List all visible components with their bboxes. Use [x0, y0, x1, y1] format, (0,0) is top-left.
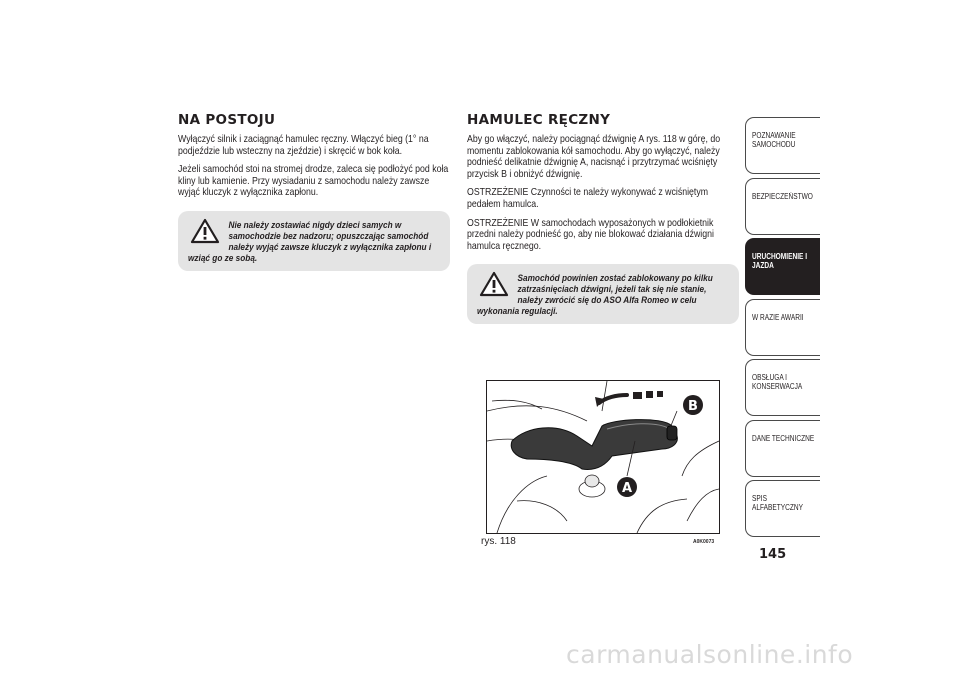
- warning-text-tail: wziąć go ze sobą.: [188, 251, 258, 263]
- tab-w-razie-awarii[interactable]: [745, 299, 820, 356]
- label-a: A: [621, 481, 633, 496]
- paragraph: OSTRZEŻENIE Czynności te należy wykonywać z wciśniętym pedałem hamulca.: [467, 187, 709, 210]
- section-heading-handbrake: HAMULEC RĘCZNY: [467, 112, 611, 128]
- tab-poznawanie-samochodu[interactable]: [745, 117, 820, 174]
- paragraph: Aby go włączyć, należy pociągnąć dźwignię A rys. 118 w górę, do momentu zablokowania kół samochodu. Aby go wyłączyć, należy podnieść delikatnie dźwignię A, nacisnąć i przytrzymać wciśnięty przycisk B i obniżyć dźwignię.: [467, 134, 721, 180]
- warning-text: Nie należy zostawiać nigdy dzieci samych w samochodzie bez nadzoru; opuszczając samochód należy wyjąć zawsze kluczyk z wyłącznika zapłonu i: [228, 218, 432, 252]
- watermark: carmanualsonline.info: [566, 640, 854, 669]
- paragraph: OSTRZEŻENIE W samochodach wyposażonych w podłokietnik przedni należy podnieść go, aby nie blokować działania dźwigni hamulca ręcznego.: [467, 217, 714, 252]
- figure-code: A0K0073: [693, 539, 715, 545]
- section-heading-parking: NA POSTOJU: [178, 112, 276, 128]
- tab-bezpieczenstwo[interactable]: [745, 178, 820, 235]
- tab-label: BEZPIECZEŃSTWO: [752, 191, 813, 201]
- warning-box: [467, 264, 739, 324]
- chapter-tabs: [745, 117, 820, 541]
- label-b: B: [688, 399, 698, 414]
- handbrake-drawing: [487, 381, 719, 533]
- tab-uruchomienie-i-jazda[interactable]: [745, 238, 820, 295]
- warning-text: Samochód powinien zostać zablokowany po kilku zatrzaśnięciach dźwigni, jeżeli tak się nie stanie, należy zwrócić się do ASO Alfa Romeo w celu: [517, 272, 713, 306]
- warning-box: [178, 211, 450, 271]
- tab-label: DANE TECHNICZNE: [752, 433, 815, 443]
- tab-label: URUCHOMIENIE I JAZDA: [752, 252, 808, 270]
- paragraph: Wyłączyć silnik i zaciągnąć hamulec ręczny. Włączyć bieg (1° na podjeździe lub wsteczny na zjeździe) i skręcić w bok koła.: [178, 134, 429, 157]
- warning-text-tail: wykonania regulacji.: [477, 305, 558, 317]
- tab-dane-techniczne[interactable]: [745, 420, 820, 477]
- tab-spis-alfabetyczny[interactable]: [745, 480, 820, 537]
- tab-obsluga-i-konserwacja[interactable]: [745, 359, 820, 416]
- tab-label: OBSŁUGA I KONSERWACJA: [752, 373, 803, 391]
- page-number: 145: [759, 547, 787, 562]
- paragraph: Jeżeli samochód stoi na stromej drodze, zaleca się podłożyć pod koła kliny lub kamienie. Przy wysiadaniu z samochodu należy zawsze wyjąć kluczyk z wyłącznika zapłonu.: [178, 164, 449, 199]
- left-column: [178, 112, 450, 271]
- tab-label: SPIS ALFABETYCZNY: [752, 494, 804, 512]
- handbrake-illustration: [486, 380, 720, 534]
- figure-caption: rys. 118: [481, 536, 516, 547]
- tab-label: W RAZIE AWARII: [752, 312, 804, 322]
- tab-label: POZNAWANIE SAMOCHODU: [752, 131, 796, 149]
- right-column: [467, 112, 739, 324]
